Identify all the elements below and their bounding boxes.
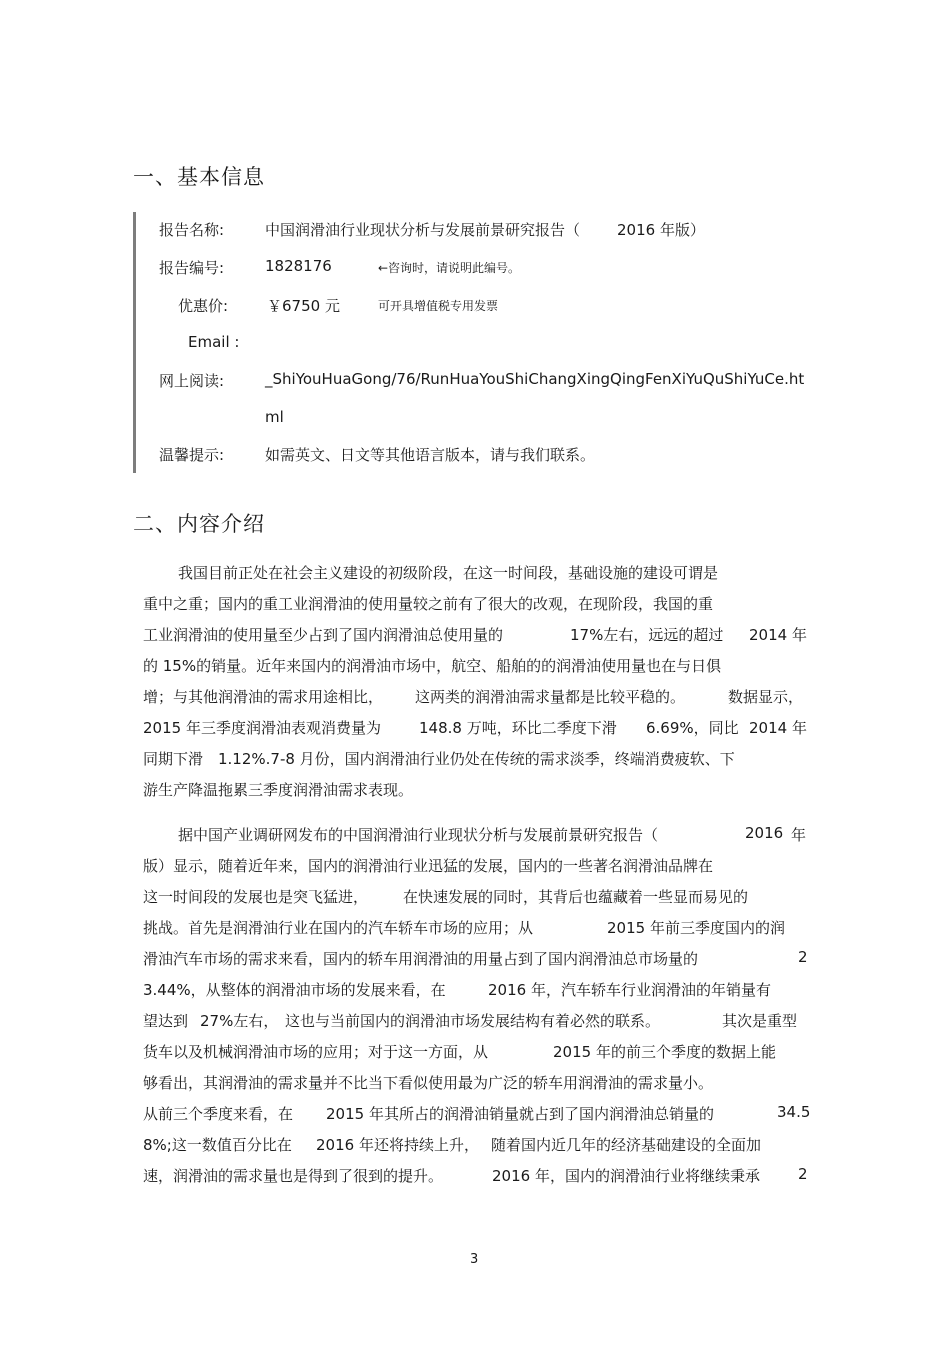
para2-line: 速，润滑油的需求量也是得到了很到的提升。 [143, 1167, 444, 1185]
para2-line: 2015 年前三季度国内的润 [607, 919, 785, 937]
para1-line: 148.8 万吨，环比二季度下滑 [419, 719, 617, 737]
para2-line: 够看出，其润滑油的需求量并不比当下看似使用最为广泛的轿车用润滑油的需求量小。 [143, 1074, 714, 1092]
para2-line: 34.5 [777, 1103, 811, 1121]
para1-line: 游生产降温拖累三季度润滑油需求表现。 [143, 781, 414, 799]
tip-value: 如需英文、日文等其他语言版本，请与我们联系。 [265, 446, 596, 464]
para2-line: 随着国内近几年的经济基础建设的全面加 [491, 1136, 762, 1154]
report-code-value: 1828176 [265, 257, 332, 275]
section-heading-basic-info: 一、基本信息 [133, 165, 265, 189]
para1-line: 6.69%，同比 [646, 719, 739, 737]
para2-line: 在快速发展的同时，其背后也蕴藏着一些显而易见的 [403, 888, 749, 906]
para2-line: 2015 年其所占的润滑油销量就占到了国内润滑油总销量的 [326, 1105, 714, 1123]
para1-line: 我国目前正处在社会主义建设的初级阶段，在这一时间段，基础设施的建设可谓是 [178, 564, 719, 582]
report-code-label: 报告编号: [159, 259, 225, 277]
para2-line: 年 [791, 826, 807, 844]
report-code-hint: ←咨询时，请说明此编号。 [378, 261, 521, 275]
para1-line: 工业润滑油的使用量至少占到了国内润滑油总使用量的 [143, 626, 504, 644]
para1-line: 2014 年 [749, 626, 807, 644]
para2-line: 货车以及机械润滑油市场的应用；对于这一方面，从 [143, 1043, 489, 1061]
para2-line: 其次是重型 [722, 1012, 798, 1030]
para2-line: 2015 年的前三个季度的数据上能 [553, 1043, 776, 1061]
para2-line: 这也与当前国内的润滑油市场发展结构有着必然的联系。 [285, 1012, 661, 1030]
email-label: Email : [188, 333, 240, 351]
price-value: ￥6750 元 [267, 297, 340, 315]
page-number: 3 [470, 1252, 479, 1267]
para2-line: 27%左右， [200, 1012, 279, 1030]
para1-line: 这两类的润滑油需求量都是比较平稳的。 [415, 688, 686, 706]
info-block-bar [133, 212, 136, 473]
para2-line: 2016 [745, 824, 784, 842]
para1-line: 2015 年三季度润滑油表观消费量为 [143, 719, 381, 737]
para1-line: 数据显示， [728, 688, 804, 706]
online-read-link[interactable]: _ShiYouHuaGong/76/RunHuaYouShiChangXingQingFenXiYuQuShiYuCe.ht [265, 370, 805, 388]
para1-line: 的 15%的销量。近年来国内的润滑油市场中，航空、船舶的的润滑油使用量也在与日俱 [143, 657, 722, 675]
para1-line: 17%左右，远远的超过 [570, 626, 724, 644]
para1-line: 1.12%.7-8 月份，国内润滑油行业仍处在传统的需求淡季，终端消费疲软、下 [218, 750, 735, 768]
para2-line: 挑战。首先是润滑油行业在国内的汽车轿车市场的应用；从 [143, 919, 534, 937]
para2-line: 2 [798, 948, 808, 966]
price-label: 优惠价: [178, 297, 229, 315]
price-hint: 可开具增值税专用发票 [378, 299, 499, 313]
report-name-value: 中国润滑油行业现状分析与发展前景研究报告（ [265, 221, 581, 239]
para2-line: 2016 年，国内的润滑油行业将继续秉承 [492, 1167, 760, 1185]
para1-line: 同期下滑 [143, 750, 204, 768]
para2-line: 从前三个季度来看，在 [143, 1105, 294, 1123]
para2-line: 据中国产业调研网发布的中国润滑油行业现状分析与发展前景研究报告（ [178, 826, 659, 844]
online-read-link-cont[interactable]: ml [265, 408, 284, 426]
report-name-year: 2016 年版） [617, 221, 705, 239]
section-heading-content-intro: 二、内容介绍 [133, 512, 265, 536]
para2-line: 3.44%，从整体的润滑油市场的发展来看，在 [143, 981, 446, 999]
para2-line: 2016 年，汽车轿车行业润滑油的年销量有 [488, 981, 771, 999]
para2-line: 版）显示，随着近年来，国内的润滑油行业迅猛的发展，国内的一些著名润滑油品牌在 [143, 857, 714, 875]
para1-line: 2014 年 [749, 719, 807, 737]
tip-label: 温馨提示: [159, 446, 225, 464]
para2-line: 望达到 [143, 1012, 189, 1030]
para2-line: 这一时间段的发展也是突飞猛进， [143, 888, 369, 906]
para2-line: 滑油汽车市场的需求来看，国内的轿车用润滑油的用量占到了国内润滑油总市场量的 [143, 950, 699, 968]
para2-line: 2016 年还将持续上升， [316, 1136, 479, 1154]
para2-line: 2 [798, 1165, 808, 1183]
para1-line: 重中之重；国内的重工业润滑油的使用量较之前有了很大的改观，在现阶段，我国的重 [143, 595, 714, 613]
online-read-label: 网上阅读: [159, 372, 225, 390]
report-name-label: 报告名称: [159, 221, 225, 239]
para2-line: 8%;这一数值百分比在 [143, 1136, 292, 1154]
para1-line: 增；与其他润滑油的需求用途相比， [143, 688, 384, 706]
